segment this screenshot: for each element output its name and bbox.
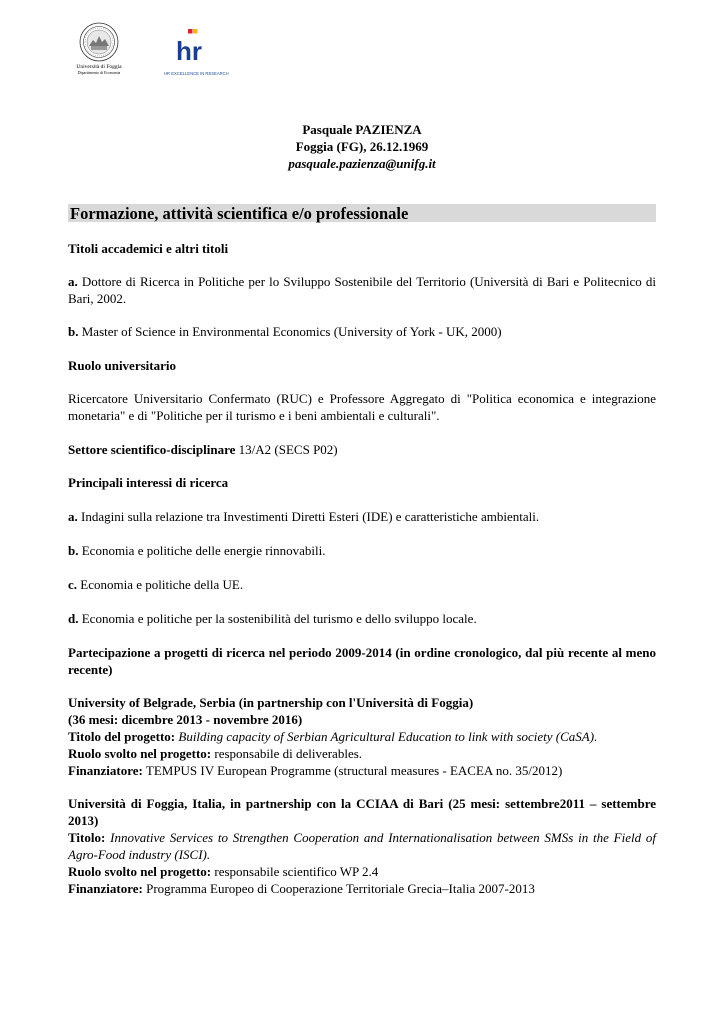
hr-mark: hr: [176, 36, 202, 64]
titolo-b-text: Master of Science in Environmental Economics (University of York - UK, 2000): [81, 324, 502, 339]
titoli-heading: Titoli accademici e altri titoli: [68, 241, 229, 256]
interesse-d-text: Economia e politiche per la sostenibilità del turismo e dello sviluppo locale.: [81, 611, 477, 626]
hr-caption: HR EXCELLENCE IN RESEARCH: [164, 71, 229, 76]
progetto-2-titolo-value: Innovative Services to Strengthen Cooperation and Internationalisation between SMSs in the Field of Agro-Food industry (ISCI).: [68, 830, 656, 862]
progetto-2-ruolo-label: Ruolo svolto nel progetto:: [68, 864, 212, 879]
birth-info: Foggia (FG), 26.12.1969: [295, 139, 429, 154]
hr-logo: [164, 28, 236, 76]
progetto-1: [68, 694, 656, 779]
titolo-a-label: a.: [68, 274, 78, 289]
interesse-b-label: b.: [68, 543, 79, 558]
progetto-2-finanziatore: [68, 880, 656, 897]
titolo-b-label: b.: [68, 324, 79, 339]
progetto-2-titolo-label: Titolo:: [68, 830, 106, 845]
university-logo: [68, 22, 130, 75]
progetto-1-line2: (36 mesi: dicembre 2013 - novembre 2016): [68, 712, 303, 727]
ruolo-text: Ricercatore Universitario Confermato (RUC) e Professore Aggregato di "Politica economica e integrazione monetaria" e di "Politiche per il turismo e i beni ambientali e culturali".: [68, 391, 656, 423]
progetto-1-fin-label: Finanziatore:: [68, 763, 143, 778]
progetto-2-fin-label: Finanziatore:: [68, 881, 143, 896]
progetto-1-ruolo-label: Ruolo svolto nel progetto:: [68, 746, 212, 761]
hr-excellence-logo-icon: [164, 28, 216, 64]
settore: [68, 441, 656, 458]
titolo-a-text: Dottore di Ricerca in Politiche per lo Sviluppo Sostenibile del Territorio (Università di Bari e Politecnico di Bari, 2002.: [68, 274, 656, 306]
progetto-1-line1: University of Belgrade, Serbia (in partnership con l'Università di Foggia): [68, 695, 474, 710]
interesse-c-text: Economia e politiche della UE.: [80, 577, 244, 592]
university-name: Università di Foggia: [76, 64, 122, 70]
settore-label: Settore scientifico-disciplinare: [68, 442, 236, 457]
progetto-2-titolo: [68, 829, 656, 863]
progetto-1-fin-value: TEMPUS IV European Programme (structural measures - EACEA no. 35/2012): [145, 763, 563, 778]
cv-content: [68, 240, 656, 897]
progetto-1-finanziatore: [68, 762, 656, 779]
interesse-d-label: d.: [68, 611, 79, 626]
settore-value: 13/A2 (SECS P02): [238, 442, 338, 457]
interesse-c: [68, 576, 656, 593]
email-address: pasquale.pazienza@unifg.it: [288, 156, 436, 171]
progetto-1-titolo-value: Building capacity of Serbian Agricultural Education to link with society (CaSA).: [178, 729, 598, 744]
progetto-1-titolo: [68, 728, 656, 745]
interessi-heading: Principali interessi di ricerca: [68, 475, 229, 490]
interesse-c-label: c.: [68, 577, 78, 592]
cv-header: [0, 121, 724, 172]
titolo-b: [68, 323, 656, 340]
progetto-2-fin-value: Programma Europeo di Cooperazione Territoriale Grecia–Italia 2007-2013: [146, 881, 535, 896]
header-logos: [0, 0, 724, 100]
interesse-a-label: a.: [68, 509, 78, 524]
progetto-2-heading: Università di Foggia, Italia, in partnership con la CCIAA di Bari (25 mesi: settembre2011 – settembre 2013): [68, 796, 656, 828]
university-seal-icon: [79, 22, 119, 62]
progetti-heading: Partecipazione a progetti di ricerca nel periodo 2009-2014 (in ordine cronologico, dal più recente al meno recente): [68, 645, 656, 677]
interesse-b: [68, 542, 656, 559]
progetto-2-ruolo-value: responsabile scientifico WP 2.4: [214, 864, 379, 879]
progetto-1-titolo-label: Titolo del progetto:: [68, 729, 176, 744]
interesse-b-text: Economia e politiche delle energie rinnovabili.: [81, 543, 326, 558]
ruolo-heading: Ruolo universitario: [68, 358, 176, 373]
department-name: Dipartimento di Economia: [77, 70, 121, 75]
progetto-1-ruolo-value: responsabile di deliverables.: [214, 746, 363, 761]
interesse-a-text: Indagini sulla relazione tra Investimenti Diretti Esteri (IDE) e caratteristiche ambientali.: [81, 509, 540, 524]
interesse-a: [68, 508, 656, 525]
progetto-1-ruolo: [68, 745, 656, 762]
interesse-d: [68, 610, 656, 627]
progetto-2: [68, 795, 656, 897]
titolo-a: [68, 273, 656, 307]
progetto-2-ruolo: [68, 863, 656, 880]
section-title: Formazione, attività scientifica e/o professionale: [68, 204, 656, 222]
person-name: Pasquale PAZIENZA: [302, 122, 422, 137]
